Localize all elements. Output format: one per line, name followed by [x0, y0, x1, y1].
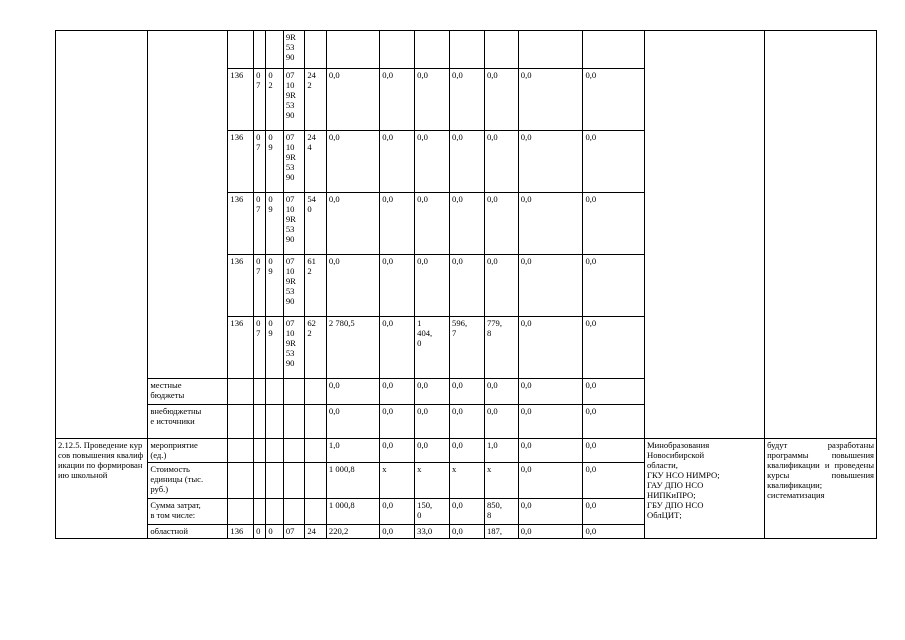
pr-code: 0 9 [266, 255, 283, 317]
total-value: 1 000,8 [326, 499, 379, 525]
year-value-3: 0,0 [450, 499, 485, 525]
total-value: 2 780,5 [326, 317, 379, 379]
year-value-4: 0,0 [484, 131, 518, 193]
csr-code: 07 10 9R 53 90 [283, 131, 305, 193]
year-value-6 [583, 31, 645, 69]
year-value-6: 0,0 [583, 255, 645, 317]
vr-code [305, 31, 327, 69]
indicator-label: Сумма затрат, в том числе: [148, 499, 228, 525]
year-value-1: 0,0 [380, 131, 415, 193]
year-value-5: 0,0 [518, 405, 583, 439]
year-value-5: 0,0 [518, 317, 583, 379]
vr-code: 54 0 [305, 193, 327, 255]
total-value: 0,0 [326, 405, 379, 439]
source-cell [148, 31, 228, 379]
year-value-5: 0,0 [518, 255, 583, 317]
year-value-3: 0,0 [450, 131, 485, 193]
rz-code [254, 31, 266, 69]
source-label: местные бюджеты [148, 379, 228, 405]
grbs-code [228, 499, 254, 525]
csr-code: 07 10 9R 53 90 [283, 69, 305, 131]
pr-code [266, 463, 283, 499]
year-value-3: 0,0 [450, 379, 485, 405]
grbs-code [228, 379, 254, 405]
year-value-3: 0,0 [450, 255, 485, 317]
year-value-2: 0,0 [415, 69, 450, 131]
grbs-code: 136 [228, 69, 254, 131]
year-value-3: x [450, 463, 485, 499]
year-value-5: 0,0 [518, 499, 583, 525]
year-value-5: 0,0 [518, 193, 583, 255]
year-value-6: 0,0 [583, 317, 645, 379]
year-value-4: 0,0 [484, 255, 518, 317]
year-value-3: 0,0 [450, 439, 485, 463]
result-cell: будут разработаны программы повышения квалификации и проведены курсы повышения квалификации; систематизация [765, 439, 877, 539]
year-value-4: 0,0 [484, 379, 518, 405]
total-value: 0,0 [326, 131, 379, 193]
year-value-5: 0,0 [518, 463, 583, 499]
year-value-4: 0,0 [484, 69, 518, 131]
csr-code: 07 10 9R 53 90 [283, 255, 305, 317]
responsible-cell [645, 31, 765, 439]
csr-code [283, 379, 305, 405]
csr-code [283, 463, 305, 499]
total-value [326, 31, 379, 69]
pr-code [266, 439, 283, 463]
table-row [56, 439, 877, 463]
pr-code [266, 499, 283, 525]
table-row [56, 31, 877, 69]
result-cell [765, 31, 877, 439]
year-value-3: 0,0 [450, 69, 485, 131]
year-value-5: 0,0 [518, 69, 583, 131]
rz-code [254, 499, 266, 525]
year-value-6: 0,0 [583, 499, 645, 525]
csr-code: 07 [283, 525, 305, 539]
year-value-2 [415, 31, 450, 69]
year-value-6: 0,0 [583, 439, 645, 463]
total-value: 220,2 [326, 525, 379, 539]
rz-code [254, 463, 266, 499]
csr-code: 9R 53 90 [283, 31, 305, 69]
indicator-label: областной [148, 525, 228, 539]
budget-table [55, 30, 877, 539]
rz-code: 0 [254, 525, 266, 539]
pr-code [266, 31, 283, 69]
year-value-2: 0,0 [415, 439, 450, 463]
pr-code: 0 9 [266, 193, 283, 255]
year-value-3: 0,0 [450, 525, 485, 539]
total-value: 1,0 [326, 439, 379, 463]
year-value-3: 596, 7 [450, 317, 485, 379]
year-value-5: 0,0 [518, 131, 583, 193]
csr-code: 07 10 9R 53 90 [283, 317, 305, 379]
year-value-6: 0,0 [583, 131, 645, 193]
rz-code: 0 7 [254, 255, 266, 317]
year-value-1: 0,0 [380, 193, 415, 255]
year-value-2: 0,0 [415, 193, 450, 255]
year-value-1: 0,0 [380, 499, 415, 525]
year-value-2: 0,0 [415, 255, 450, 317]
vr-code: 24 [305, 525, 327, 539]
activity-name-cell: 2.12.5. Проведение курсов повышения квалификации по формированию школьной [56, 439, 148, 539]
year-value-1: 0,0 [380, 69, 415, 131]
year-value-1: 0,0 [380, 317, 415, 379]
total-value: 0,0 [326, 379, 379, 405]
vr-code: 62 2 [305, 317, 327, 379]
year-value-2: x [415, 463, 450, 499]
csr-code [283, 439, 305, 463]
year-value-6: 0,0 [583, 463, 645, 499]
year-value-5 [518, 31, 583, 69]
grbs-code: 136 [228, 193, 254, 255]
year-value-2: 33,0 [415, 525, 450, 539]
grbs-code: 136 [228, 131, 254, 193]
vr-code: 24 2 [305, 69, 327, 131]
rz-code [254, 405, 266, 439]
vr-code [305, 379, 327, 405]
rz-code: 0 7 [254, 69, 266, 131]
year-value-4: 0,0 [484, 405, 518, 439]
year-value-6: 0,0 [583, 525, 645, 539]
total-value: 0,0 [326, 193, 379, 255]
year-value-4: 1,0 [484, 439, 518, 463]
year-value-4: 779, 8 [484, 317, 518, 379]
year-value-6: 0,0 [583, 379, 645, 405]
year-value-1: 0,0 [380, 525, 415, 539]
year-value-5: 0,0 [518, 379, 583, 405]
activity-name-cell [56, 31, 148, 439]
year-value-4: 850, 8 [484, 499, 518, 525]
year-value-2: 0,0 [415, 405, 450, 439]
vr-code [305, 439, 327, 463]
year-value-5: 0,0 [518, 525, 583, 539]
year-value-4 [484, 31, 518, 69]
pr-code: 0 9 [266, 317, 283, 379]
csr-code [283, 405, 305, 439]
grbs-code [228, 439, 254, 463]
year-value-2: 150, 0 [415, 499, 450, 525]
rz-code [254, 439, 266, 463]
total-value: 0,0 [326, 255, 379, 317]
pr-code [266, 405, 283, 439]
total-value: 0,0 [326, 69, 379, 131]
vr-code [305, 405, 327, 439]
grbs-code [228, 463, 254, 499]
source-label: внебюджетны е источники [148, 405, 228, 439]
vr-code: 61 2 [305, 255, 327, 317]
year-value-6: 0,0 [583, 193, 645, 255]
grbs-code: 136 [228, 255, 254, 317]
csr-code [283, 499, 305, 525]
vr-code: 24 4 [305, 131, 327, 193]
vr-code [305, 463, 327, 499]
indicator-label: Стоимость единицы (тыс. руб.) [148, 463, 228, 499]
year-value-3: 0,0 [450, 405, 485, 439]
pr-code: 0 [266, 525, 283, 539]
year-value-6: 0,0 [583, 405, 645, 439]
rz-code: 0 7 [254, 317, 266, 379]
total-value: 1 000,8 [326, 463, 379, 499]
pr-code: 0 2 [266, 69, 283, 131]
year-value-1: 0,0 [380, 379, 415, 405]
responsible-cell: Минобразования Новосибирской области, ГКУ НСО НИМРО; ГАУ ДПО НСО НИПКиПРО; ГБУ ДПО НСО ОблЦИТ; [645, 439, 765, 539]
pr-code [266, 379, 283, 405]
grbs-code: 136 [228, 525, 254, 539]
year-value-6: 0,0 [583, 69, 645, 131]
year-value-2: 0,0 [415, 379, 450, 405]
indicator-label: мероприятие (ед.) [148, 439, 228, 463]
grbs-code [228, 31, 254, 69]
grbs-code: 136 [228, 317, 254, 379]
year-value-2: 0,0 [415, 131, 450, 193]
rz-code: 0 7 [254, 131, 266, 193]
rz-code [254, 379, 266, 405]
pr-code: 0 9 [266, 131, 283, 193]
year-value-3 [450, 31, 485, 69]
year-value-1: 0,0 [380, 255, 415, 317]
csr-code: 07 10 9R 53 90 [283, 193, 305, 255]
year-value-1: 0,0 [380, 439, 415, 463]
year-value-4: 187, [484, 525, 518, 539]
rz-code: 0 7 [254, 193, 266, 255]
year-value-5: 0,0 [518, 439, 583, 463]
year-value-1: 0,0 [380, 405, 415, 439]
grbs-code [228, 405, 254, 439]
vr-code [305, 499, 327, 525]
year-value-1 [380, 31, 415, 69]
year-value-2: 1 404, 0 [415, 317, 450, 379]
year-value-1: x [380, 463, 415, 499]
year-value-4: 0,0 [484, 193, 518, 255]
year-value-3: 0,0 [450, 193, 485, 255]
year-value-4: x [484, 463, 518, 499]
